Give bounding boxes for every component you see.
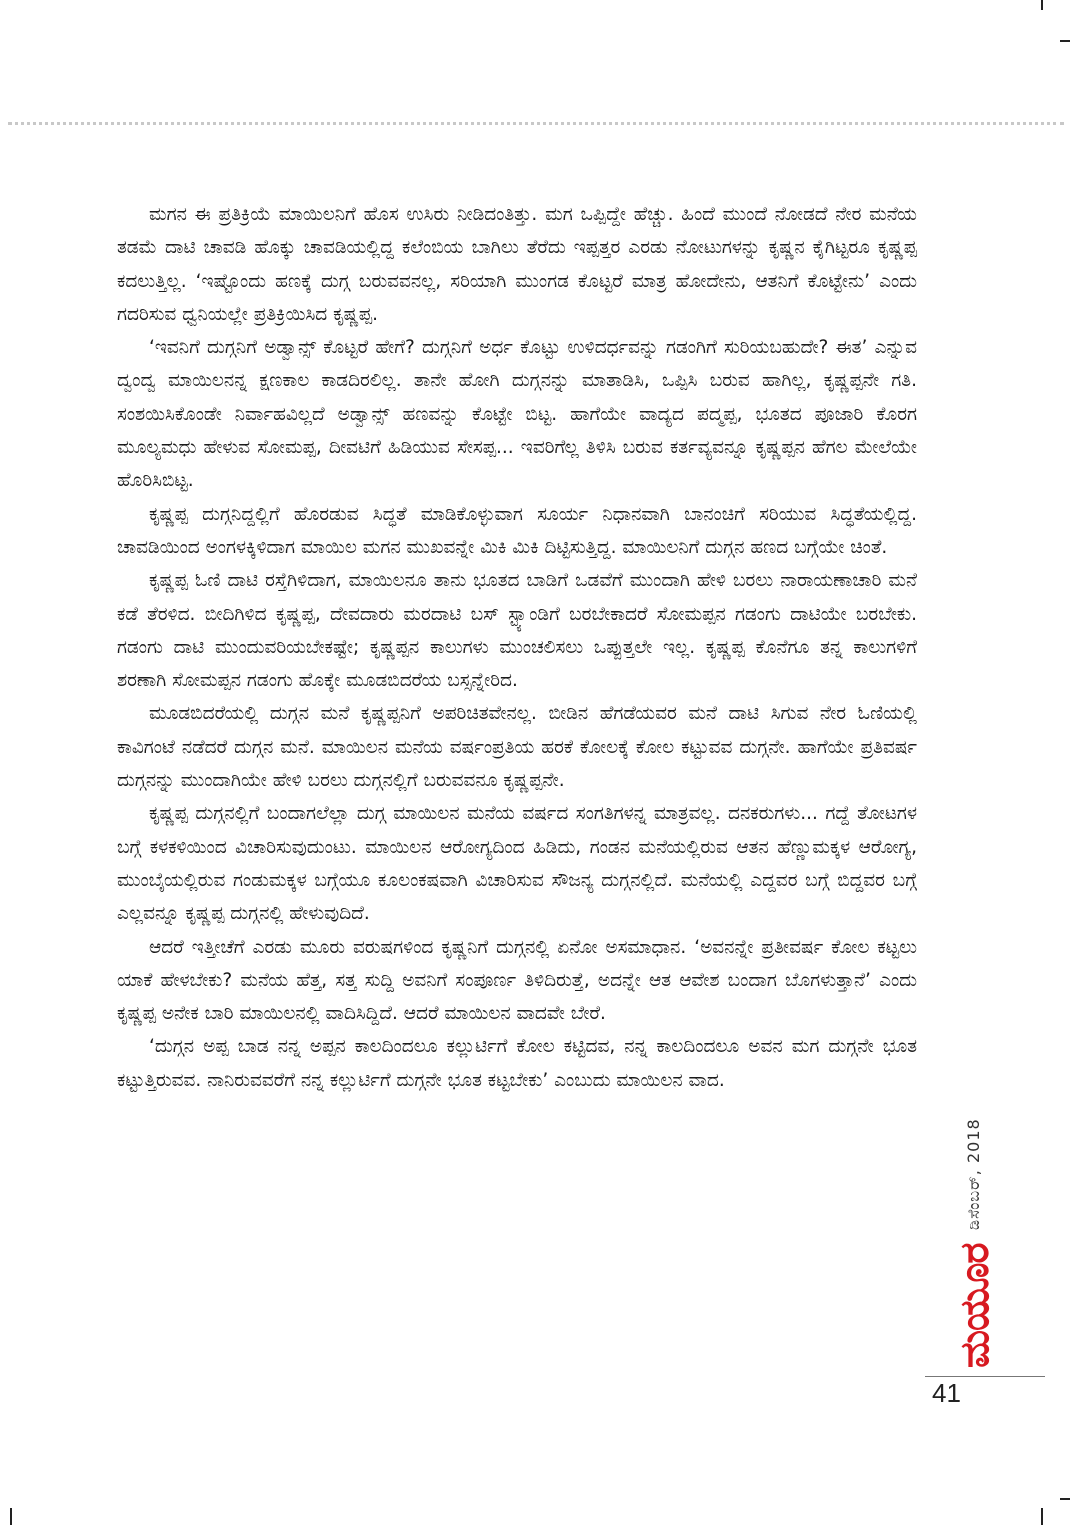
issue-date: ಡಿಸೆಂಬರ್, 2018 (964, 1118, 983, 1230)
paragraph: ಕೃಷ್ಣಪ್ಪ ದುಗ್ಗನಿದ್ದಲ್ಲಿಗೆ ಹೊರಡುವ ಸಿದ್ಧತೆ ಮಾಡಿಕೊಳ್ಳುವಾಗ ಸೂರ್ಯ ನಿಧಾನವಾಗಿ ಬಾನಂಚಿಗೆ ಸರಿಯುವ ಸಿದ್ಧತೆಯಲ್ಲಿದ್ದ. ಚಾವಡಿಯಿಂದ ಅಂಗಳಕ್ಕಿಳಿದಾಗ ಮಾಯಿಲ ಮಗನ ಮುಖವನ್ನೇ ಮಿಕಿ ಮಿಕಿ ದಿಟ್ಟಿಸುತ್ತಿದ್ದ. ಮಾಯಿಲನಿಗೆ ದುಗ್ಗನ ಹಣದ ಬಗ್ಗೆಯೇ ಚಿಂತೆ. (117, 503, 917, 558)
paragraph: ‘ದುಗ್ಗನ ಅಪ್ಪ ಬಾಡ ನನ್ನ ಅಪ್ಪನ ಕಾಲದಿಂದಲೂ ಕಲ್ಲುರ್ಟಿಗೆ ಕೋಲ ಕಟ್ಟಿದವ, ನನ್ನ ಕಾಲದಿಂದಲೂ ಅವನ ಮಗ ದುಗ್ಗನೇ ಭೂತ ಕಟ್ಟುತ್ತಿರುವವ. ನಾನಿರುವವರೆಗೆ ನನ್ನ ಕಲ್ಲುರ್ಟಿಗೆ ದುಗ್ಗನೇ ಭೂತ ಕಟ್ಟಬೇಕು’ ಎಂಬುದು ಮಾಯಿಲನ ವಾದ. (117, 1036, 917, 1091)
page-number: 41 (932, 1378, 961, 1408)
paragraph: ಕೃಷ್ಣಪ್ಪ ಓಣಿ ದಾಟಿ ರಸ್ತೆಗಿಳಿದಾಗ, ಮಾಯಿಲನೂ ತಾನು ಭೂತದ ಬಾಡಿಗೆ ಒಡವೆಗೆ ಮುಂದಾಗಿ ಹೇಳಿ ಬರಲು ನಾರಾಯಣಾಚಾರಿ ಮನೆ ಕಡೆ ತೆರಳಿದ. ಬೀದಿಗಿಳಿದ ಕೃಷ್ಣಪ್ಪ, ದೇವದಾರು ಮರದಾಟಿ ಬಸ್ ಸ್ಟ್ಯಾಂಡಿಗೆ ಬರಬೇಕಾದರೆ ಸೋಮಪ್ಪನ ಗಡಂಗು ದಾಟಿಯೇ ಬರಬೇಕು. ಗಡಂಗು ದಾಟಿ ಮುಂದುವರಿಯಬೇಕಷ್ಟೇ; ಕೃಷ್ಣಪ್ಪನ ಕಾಲುಗಳು ಮುಂಚಲಿಸಲು ಒಪ್ಪುತ್ತಲೇ ಇಲ್ಲ. ಕೃಷ್ಣಪ್ಪ ಕೊನೆಗೂ ತನ್ನ ಕಾಲುಗಳಿಗೆ ಶರಣಾಗಿ ಸೋಮಪ್ಪನ ಗಡಂಗು ಹೊಕ್ಕೇ ಮೂಡಬಿದರೆಯ ಬಸ್ಸನ್ನೇರಿದ. (117, 570, 917, 692)
paragraph: ಆದರೆ ಇತ್ತೀಚೆಗೆ ಎರಡು ಮೂರು ವರುಷಗಳಿಂದ ಕೃಷ್ಣನಿಗೆ ದುಗ್ಗನಲ್ಲಿ ಏನೋ ಅಸಮಾಧಾನ. ‘ಅವನನ್ನೇ ಪ್ರತೀವರ್ಷ ಕೋಲ ಕಟ್ಟಲು ಯಾಕೆ ಹೇಳಬೇಕು? ಮನೆಯ ಹೆತ್ತ, ಸತ್ತ ಸುದ್ದಿ ಅವನಿಗೆ ಸಂಪೂರ್ಣ ತಿಳಿದಿರುತ್ತೆ, ಅದನ್ನೇ ಆತ ಆವೇಶ ಬಂದಾಗ ಬೊಗಳುತ್ತಾನೆ’ ಎಂದು ಕೃಷ್ಣಪ್ಪ ಅನೇಕ ಬಾರಿ ಮಾಯಿಲನಲ್ಲಿ ವಾದಿಸಿದ್ದಿದೆ. ಆದರೆ ಮಾಯಿಲನ ವಾದವೇ ಬೇರೆ. (117, 936, 917, 1025)
crop-mark (1041, 1508, 1043, 1525)
crop-mark (10, 1508, 12, 1525)
paragraph: ‘ಇವನಿಗೆ ದುಗ್ಗನಿಗೆ ಅಡ್ವಾನ್ಸ್ ಕೊಟ್ಟರೆ ಹೇಗೆ? ದುಗ್ಗನಿಗೆ ಅರ್ಧ ಕೊಟ್ಟು ಉಳಿದರ್ಧವನ್ನು ಗಡಂಗಿಗೆ ಸುರಿಯಬಹುದೇ? ಈತ’ ಎನ್ನುವ ದ್ವಂದ್ವ ಮಾಯಿಲನನ್ನ ಕ್ಷಣಕಾಲ ಕಾಡದಿರಲಿಲ್ಲ. ತಾನೇ ಹೋಗಿ ದುಗ್ಗನನ್ನು ಮಾತಾಡಿಸಿ, ಒಪ್ಪಿಸಿ ಬರುವ ಹಾಗಿಲ್ಲ, ಕೃಷ್ಣಪ್ಪನೇ ಗತಿ. ಸಂಶಯಿಸಿಕೊಂಡೇ ನಿರ್ವಾಹವಿಲ್ಲದೆ ಅಡ್ವಾನ್ಸ್ ಹಣವನ್ನು ಕೊಟ್ಟೇ ಬಿಟ್ಟ. ಹಾಗೆಯೇ ವಾದ್ಯದ ಪದ್ಮಪ್ಪ, ಭೂತದ ಪೂಜಾರಿ ಕೊರಗ ಮೂಲ್ಯಮಧು ಹೇಳುವ ಸೋಮಪ್ಪ, ದೀವಟಿಗೆ ಹಿಡಿಯುವ ಸೇಸಪ್ಪ... ಇವರಿಗೆಲ್ಲ ತಿಳಿಸಿ ಬರುವ ಕರ್ತವ್ಯವನ್ನೂ ಕೃಷ್ಣಪ್ಪನ ಹೆಗಲ ಮೇಲೆಯೇ ಹೊರಿಸಿಬಿಟ್ಟ. (117, 337, 917, 492)
paragraph: ಮೂಡಬಿದರೆಯಲ್ಲಿ ದುಗ್ಗನ ಮನೆ ಕೃಷ್ಣಪ್ಪನಿಗೆ ಅಪರಿಚಿತವೇನಲ್ಲ. ಬೀಡಿನ ಹೆಗಡೆಯವರ ಮನೆ ದಾಟಿ ಸಿಗುವ ನೇರ ಓಣಿಯಲ್ಲಿ ಕಾವಿಗಂಟೆ ನಡೆದರೆ ದುಗ್ಗನ ಮನೆ. ಮಾಯಿಲನ ಮನೆಯ ವರ್ಷಂಪ್ರತಿಯ ಹರಕೆ ಕೋಲಕ್ಕೆ ಕೋಲ ಕಟ್ಟುವವ ದುಗ್ಗನೇ. ಹಾಗೆಯೇ ಪ್ರತಿವರ್ಷ ದುಗ್ಗನನ್ನು ಮುಂದಾಗಿಯೇ ಹೇಳಿ ಬರಲು ದುಗ್ಗನಲ್ಲಿಗೆ ಬರುವವನೂ ಕೃಷ್ಣಪ್ಪನೇ. (117, 703, 917, 792)
header-dotted-rule (8, 122, 1064, 125)
magazine-logo: ಮಯೂರ (952, 1243, 998, 1368)
crop-mark (1041, 0, 1043, 10)
page-number-rule (925, 1376, 1045, 1377)
paragraph: ಮಗನ ಈ ಪ್ರತಿಕ್ರಿಯೆ ಮಾಯಿಲನಿಗೆ ಹೊಸ ಉಸಿರು ನೀಡಿದಂತಿತ್ತು. ಮಗ ಒಪ್ಪಿದ್ದೇ ಹೆಚ್ಚು. ಹಿಂದೆ ಮುಂದೆ ನೋಡದೆ ನೇರ ಮನೆಯ ತಡಮೆ ದಾಟಿ ಚಾವಡಿ ಹೊಕ್ಕು ಚಾವಡಿಯಲ್ಲಿದ್ದ ಕಲೆಂಬಿಯ ಬಾಗಿಲು ತೆರೆದು ಇಪ್ಪತ್ತರ ಎರಡು ನೋಟುಗಳನ್ನು ಕೃಷ್ಣನ ಕೈಗಿಟ್ಟರೂ ಕೃಷ್ಣಪ್ಪ ಕದಲುತ್ತಿಲ್ಲ. ‘ಇಷ್ಟೊಂದು ಹಣಕ್ಕೆ ದುಗ್ಗ ಬರುವವನಲ್ಲ, ಸರಿಯಾಗಿ ಮುಂಗಡ ಕೊಟ್ಟರೆ ಮಾತ್ರ ಹೋದೇನು, ಆತನಿಗೆ ಕೊಟ್ಟೇನು’ ಎಂದು ಗದರಿಸುವ ಧ್ವನಿಯಲ್ಲೇ ಪ್ರತಿಕ್ರಿಯಿಸಿದ ಕೃಷ್ಣಪ್ಪ. (117, 204, 917, 325)
paragraph: ಕೃಷ್ಣಪ್ಪ ದುಗ್ಗನಲ್ಲಿಗೆ ಬಂದಾಗಲೆಲ್ಲಾ ದುಗ್ಗ ಮಾಯಿಲನ ಮನೆಯ ವರ್ಷದ ಸಂಗತಿಗಳನ್ನ ಮಾತ್ರವಲ್ಲ. ದನಕರುಗಳು... ಗದ್ದೆ ತೋಟಗಳ ಬಗ್ಗೆ ಕಳಕಳಿಯಿಂದ ವಿಚಾರಿಸುವುದುಂಟು. ಮಾಯಿಲನ ಆರೋಗ್ಯದಿಂದ ಹಿಡಿದು, ಗಂಡನ ಮನೆಯಲ್ಲಿರುವ ಆತನ ಹೆಣ್ಣುಮಕ್ಕಳ ಆರೋಗ್ಯ, ಮುಂಬೈಯಲ್ಲಿರುವ ಗಂಡುಮಕ್ಕಳ ಬಗ್ಗೆಯೂ ಕೂಲಂಕಷವಾಗಿ ವಿಚಾರಿಸುವ ಸೌಜನ್ಯ ದುಗ್ಗನಲ್ಲಿದೆ. ಮನೆಯಲ್ಲಿ ಎದ್ದವರ ಬಗ್ಗೆ ಬಿದ್ದವರ ಬಗ್ಗೆ ಎಲ್ಲವನ್ನೂ ಕೃಷ್ಣಪ್ಪ ದುಗ್ಗನಲ್ಲಿ ಹೇಳುವುದಿದೆ. (117, 803, 917, 925)
article-body (117, 198, 917, 1097)
crop-mark (1060, 40, 1070, 42)
crop-mark (1060, 1498, 1070, 1500)
